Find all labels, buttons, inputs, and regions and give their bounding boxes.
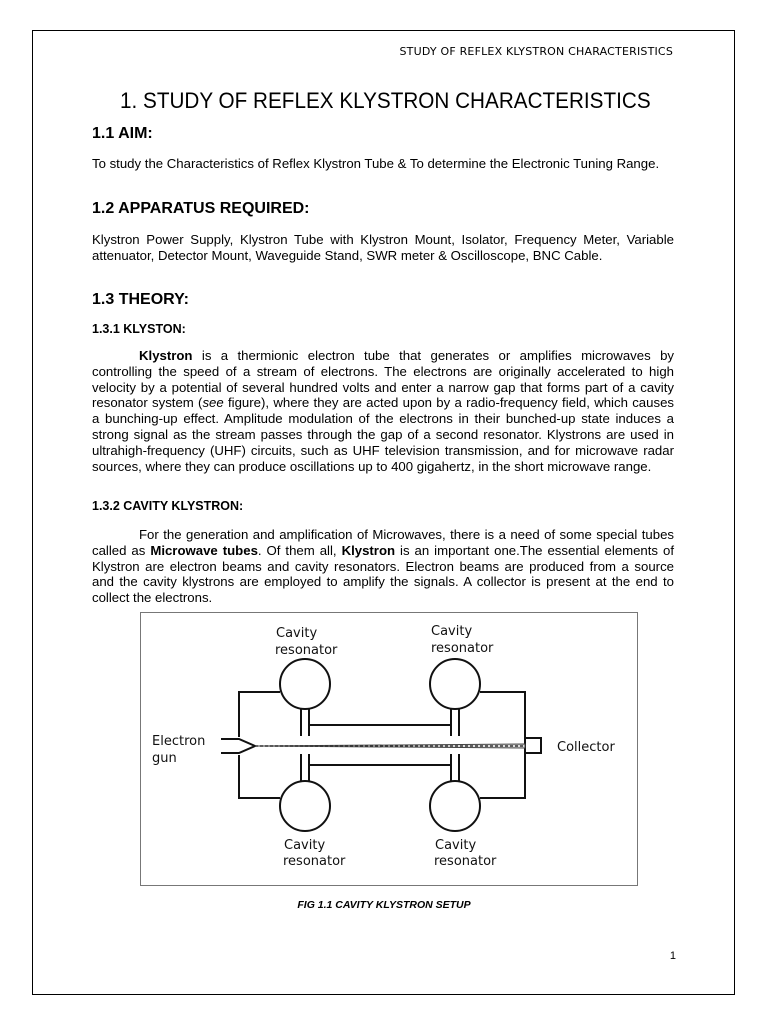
label-top-left-resonator: resonator — [275, 643, 338, 658]
label-gun: gun — [152, 751, 177, 766]
label-bottom-right-cavity: Cavity — [435, 838, 477, 853]
label-bottom-right-resonator: resonator — [434, 854, 497, 869]
circuit-collector-top — [480, 692, 525, 738]
cavity-text-part3: is an important one.The essential elements of Klystron are electron beams and cavity resonators. Electron beams are produced from a source and the cavity klystrons are employed to amplify the signals. A collector is present at the end to collect the electrons. — [92, 542, 674, 606]
electron-beam — [255, 744, 525, 748]
cavity-top-left — [280, 659, 330, 709]
collector-shape — [525, 738, 541, 753]
klystron-term: Klystron — [341, 542, 396, 558]
cavity-subheading: 1.3.2 CAVITY KLYSTRON: — [92, 499, 244, 513]
apparatus-text: Klystron Power Supply, Klystron Tube with Klystron Mount, Isolator, Frequency Meter, Variable attenuator, Detector Mount, Waveguide Stand, SWR meter & Oscilloscope, BNC Cable. — [92, 232, 674, 263]
page-number: 1 — [669, 950, 676, 962]
klystron-text-part1: is a thermionic electron tube that generates or amplifies microwaves by controlling the speed of a stream of electrons. The electrons are originally accelerated to high velocity by a potential of several hundred volts and enter a narrow gap that forms part of a cavity resonator system ( — [92, 348, 674, 411]
label-electron: Electron — [152, 734, 206, 749]
cavity-paragraph — [92, 527, 674, 606]
page-title: 1. STUDY OF REFLEX KLYSTRON CHARACTERISTICS — [120, 88, 651, 113]
cavity-bottom-left — [280, 781, 330, 831]
label-top-right-resonator: resonator — [431, 641, 494, 656]
cavity-text-part1: For the generation and amplification of Microwaves, there is a need of some special tubes called as — [92, 527, 674, 558]
klystron-subheading: 1.3.1 KLYSTON: — [92, 322, 186, 336]
klystron-italic-term: see — [202, 395, 224, 411]
figure-caption: FIG 1.1 CAVITY KLYSTRON SETUP — [297, 899, 471, 911]
label-bottom-left-cavity: Cavity — [284, 838, 326, 853]
label-collector: Collector — [557, 740, 615, 755]
circuit-collector-bottom — [480, 753, 525, 798]
electron-gun-shape — [221, 739, 255, 753]
cavity-text-part2: . Of them all, — [257, 542, 342, 558]
microwave-tubes-term: Microwave tubes — [150, 542, 258, 558]
aim-text: To study the Characteristics of Reflex Klystron Tube & To determine the Electronic Tuning Range. — [92, 156, 660, 171]
cavity-bottom-right — [430, 781, 480, 831]
label-bottom-left-resonator: resonator — [283, 854, 346, 869]
theory-heading: 1.3 THEORY: — [92, 291, 189, 308]
apparatus-heading: 1.2 APPARATUS REQUIRED: — [92, 200, 310, 217]
klystron-text-part2: figure), where they are acted upon by a radio-frequency field, which causes a bunching-up effect. Amplitude modulation of the electrons in their bunched-up state induces a strong signal as the stream passes through the gap of a second resonator. Klystrons are used in ultrahigh-frequency (UHF) circuits, such as UHF television transmission, and for microwave radar sources, where they can produce oscillations up to 400 gigahertz, in the short microwave range. — [92, 395, 674, 474]
label-top-right-cavity: Cavity — [431, 624, 473, 639]
aim-heading: 1.1 AIM: — [92, 125, 153, 142]
cavity-top-right — [430, 659, 480, 709]
cavity-klystron-diagram — [141, 613, 639, 887]
label-top-left-cavity: Cavity — [276, 626, 318, 641]
klystron-bold-term: Klystron — [139, 348, 193, 363]
klystron-paragraph — [92, 348, 674, 474]
circuit-gun-bottom — [239, 755, 280, 798]
running-header: STUDY OF REFLEX KLYSTRON CHARACTERISTICS — [399, 45, 673, 58]
cavity-klystron-figure — [140, 612, 638, 886]
circuit-gun-top — [239, 692, 280, 737]
